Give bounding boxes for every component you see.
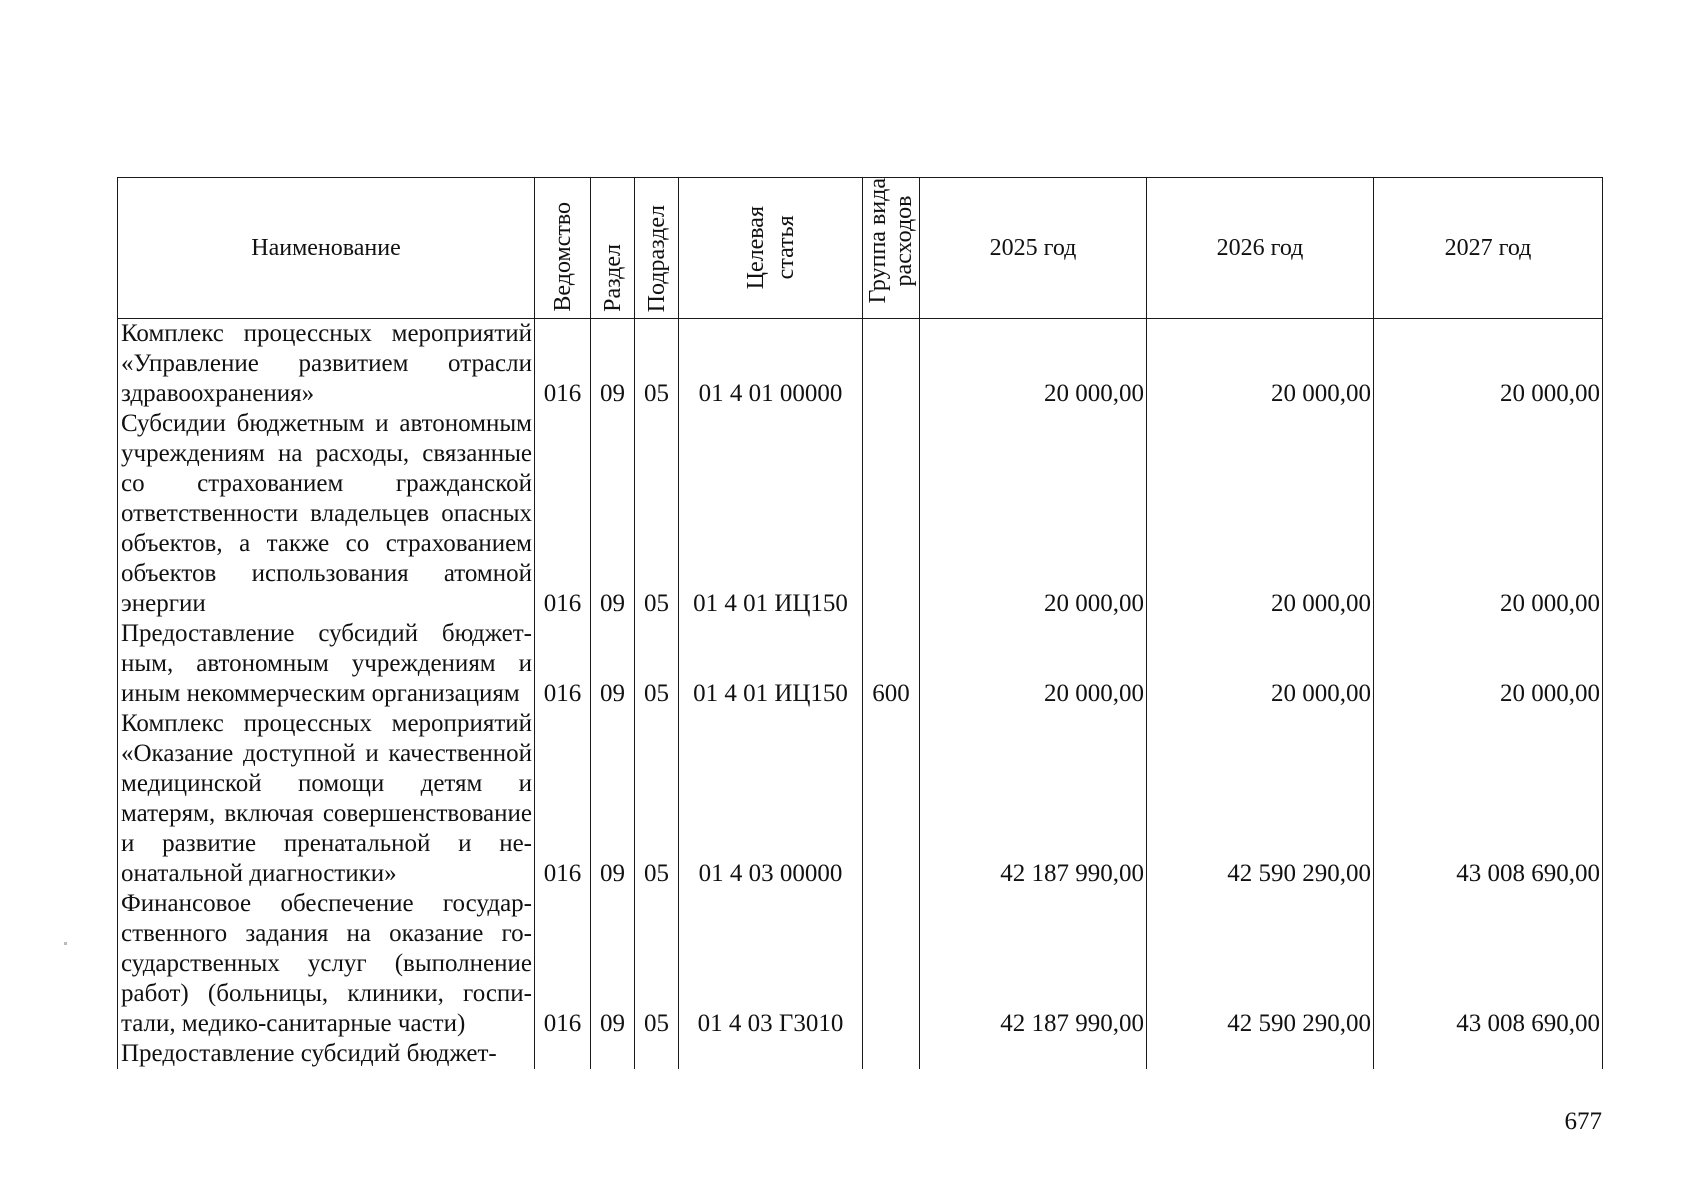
- row-celevaya-statya: 01 4 03 00000: [679, 709, 863, 889]
- row-celevaya-statya: 01 4 01 ИЦ150: [679, 619, 863, 709]
- table-header-row: [118, 178, 1603, 319]
- row-amount-2026: [1147, 1039, 1374, 1069]
- row-name: Субсидии бюджетным и автономным учреждениям на расходы, связанные со страхованием гражданской ответственности владельцев опасных объектов, а также со страхованием объектов использования атомной энергии: [118, 409, 535, 619]
- table-row: [118, 709, 1603, 889]
- header-vedomstvo: [535, 178, 591, 319]
- row-amount-2027: 43 008 690,00: [1374, 709, 1603, 889]
- header-razdel-label: Раздел: [599, 244, 626, 312]
- row-celevaya-statya: [679, 1039, 863, 1069]
- row-amount-2027: 20 000,00: [1374, 409, 1603, 619]
- row-amount-2026: 20 000,00: [1147, 319, 1374, 410]
- header-year-2026-label: 2026 год: [1216, 235, 1304, 261]
- row-gruppa: [863, 889, 920, 1039]
- header-podrazdel-label: Подраздел: [643, 204, 670, 312]
- table-row: [118, 889, 1603, 1039]
- row-celevaya-statya: 01 4 01 ИЦ150: [679, 409, 863, 619]
- row-gruppa: [863, 1039, 920, 1069]
- row-vedomstvo: 016: [535, 619, 591, 709]
- budget-table: [117, 177, 1603, 1069]
- header-celevaya-line1: Целевая: [742, 206, 769, 290]
- header-celevaya-statya: [679, 178, 863, 319]
- row-razdel: [591, 1039, 635, 1069]
- row-razdel: 09: [591, 709, 635, 889]
- row-gruppa: [863, 409, 920, 619]
- row-amount-2027: 20 000,00: [1374, 319, 1603, 410]
- header-name-label: Наименование: [251, 235, 401, 261]
- header-celevaya-line2: статья: [772, 216, 799, 280]
- header-year-2025-label: 2025 год: [989, 235, 1077, 261]
- row-gruppa: [863, 319, 920, 410]
- row-razdel: 09: [591, 409, 635, 619]
- row-vedomstvo: [535, 1039, 591, 1069]
- header-gruppa-vida-rashodov: [863, 178, 920, 319]
- header-vedomstvo-label: Ведомство: [549, 202, 576, 312]
- row-razdel: 09: [591, 889, 635, 1039]
- row-vedomstvo: 016: [535, 409, 591, 619]
- row-name: Предоставление субсидий бюджет-: [118, 1039, 535, 1069]
- row-amount-2026: 20 000,00: [1147, 409, 1374, 619]
- row-gruppa: [863, 709, 920, 889]
- table-row: [118, 619, 1603, 709]
- row-gruppa: 600: [863, 619, 920, 709]
- row-vedomstvo: 016: [535, 319, 591, 410]
- row-celevaya-statya: 01 4 03 Г3010: [679, 889, 863, 1039]
- row-amount-2025: [920, 1039, 1147, 1069]
- row-amount-2025: 20 000,00: [920, 409, 1147, 619]
- row-amount-2025: 42 187 990,00: [920, 709, 1147, 889]
- row-vedomstvo: 016: [535, 709, 591, 889]
- row-name: Комплекс процессных мероприятий «Управление развитием отрасли здравоохранения»: [118, 319, 535, 410]
- table-row: [118, 319, 1603, 410]
- row-podrazdel: 05: [635, 889, 679, 1039]
- header-year-2025: [920, 178, 1147, 319]
- table-row: [118, 409, 1603, 619]
- row-amount-2026: 20 000,00: [1147, 619, 1374, 709]
- row-celevaya-statya: 01 4 01 00000: [679, 319, 863, 410]
- row-name: Комплекс процессных мероприятий «Оказание доступной и качественной медицинской помощи детям и матерям, включая совершенствование и развитие пренатальной и неонатальной диагностики»: [118, 709, 535, 889]
- row-amount-2025: 42 187 990,00: [920, 889, 1147, 1039]
- header-year-2027: [1374, 178, 1603, 319]
- header-name: [118, 178, 535, 319]
- row-vedomstvo: 016: [535, 889, 591, 1039]
- row-podrazdel: [635, 1039, 679, 1069]
- row-podrazdel: 05: [635, 709, 679, 889]
- row-podrazdel: 05: [635, 319, 679, 410]
- row-amount-2027: [1374, 1039, 1603, 1069]
- row-name: Финансовое обеспечение государственного задания на оказание государственных услуг (выполнение работ) (больницы, клиники, госпитали, медико-санитарные части): [118, 889, 535, 1039]
- header-razdel: [591, 178, 635, 319]
- row-podrazdel: 05: [635, 619, 679, 709]
- row-amount-2025: 20 000,00: [920, 319, 1147, 410]
- header-year-2026: [1147, 178, 1374, 319]
- row-podrazdel: 05: [635, 409, 679, 619]
- row-name: Предоставление субсидий бюджетным, автономным учреждениям и иным некоммерческим организациям: [118, 619, 535, 709]
- header-gruppa-line2: расходов: [891, 195, 917, 287]
- row-amount-2026: 42 590 290,00: [1147, 709, 1374, 889]
- header-podrazdel: [635, 178, 679, 319]
- row-amount-2027: 20 000,00: [1374, 619, 1603, 709]
- scan-dot: [64, 942, 67, 945]
- table-row-continued: [118, 1039, 1603, 1069]
- header-gruppa-line1: Группа вида: [865, 178, 891, 304]
- row-amount-2026: 42 590 290,00: [1147, 889, 1374, 1039]
- row-amount-2027: 43 008 690,00: [1374, 889, 1603, 1039]
- row-razdel: 09: [591, 319, 635, 410]
- row-amount-2025: 20 000,00: [920, 619, 1147, 709]
- row-razdel: 09: [591, 619, 635, 709]
- header-year-2027-label: 2027 год: [1444, 235, 1532, 261]
- page-number: 677: [1564, 1108, 1602, 1135]
